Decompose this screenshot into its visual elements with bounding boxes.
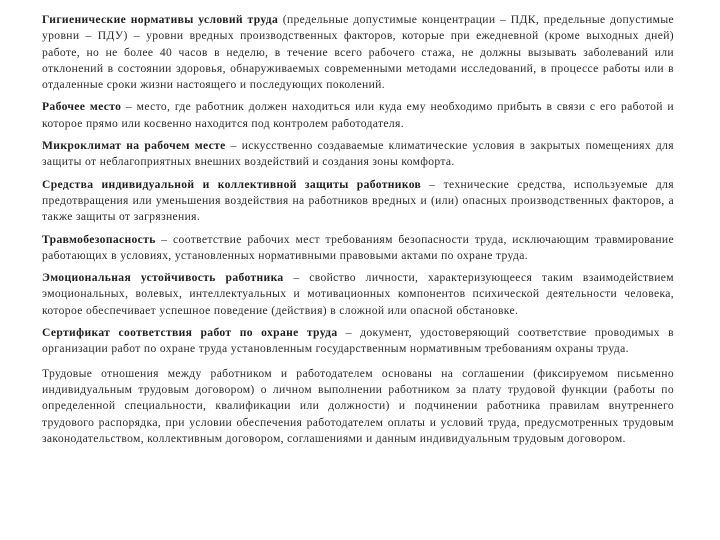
definition-paragraph [42, 325, 674, 358]
definition-text: – технические средства, используемые для предотвращения или уменьшения воздействия на работников вредных и (или) опасных производственных факторов, а также защиты от загрязнения. [42, 177, 674, 224]
document-page [42, 12, 674, 453]
definition-term: Рабочее место [42, 100, 122, 114]
definition-paragraph [42, 138, 674, 171]
definition-text: – документ, удостоверяющий соответствие проводимых в организации работ по охране труда установленным государственным нормативным требованиям охраны труда. [42, 326, 674, 356]
definition-paragraph [42, 177, 674, 226]
definition-text: – место, где работник должен находиться или куда ему необходимо прибыть в связи с его работой и которое прямо или косвенно находится под контролем работодателя. [42, 100, 674, 130]
definition-text: (предельные допустимые концентрации – ПДК, предельные допустимые уровни – ПДУ) – уровни вредных производственных факторов, которые при ежедневной (кроме выходных дней) работе, но не более 40 часов в неделю, в течение всего рабочего стажа, не должны вызывать заболеваний или отклонений в состоянии здоровья, обнаруживаемых современными методами исследований, в процессе работы или в отдаленные сроки жизни настоящего и последующих поколений. [42, 13, 674, 92]
definition-paragraph [42, 270, 674, 319]
definition-paragraph [42, 99, 674, 132]
definition-text: – соответствие рабочих мест требованиям безопасности труда, исключающим травмирование работающих в условиях, установленных нормативными правовыми актами по охране труда. [42, 232, 674, 262]
definition-term: Гигиенические нормативы условий труда [42, 13, 279, 26]
definition-text: – искусственно создаваемые климатические условия в закрытых помещениях для защиты от неблагоприятных внешних воздействий и создания зоны комфорта. [42, 139, 674, 169]
definition-term: Средства индивидуальной и коллективной защиты работников [42, 177, 422, 191]
definition-text: – свойство личности, характеризующееся таким взаимодействием эмоциональных, волевых, интеллектуальных и мотивационных компонентов психической деятельности человека, которое обеспечивает успешное поведение (действия) в сложной или опасной обстановке. [42, 271, 674, 317]
closing-paragraph: Трудовые отношения между работником и работодателем основаны на соглашении (фиксируемом письменно индивидуальным трудовым договором) о личном выполнении работником за плату трудовой функции (работы по определенной специальности, квалификации или должности) и подчинении работника правилам внутреннего трудового распорядка, при условии обеспечения работодателем оплаты и условий труда, предусмотренных трудовым законодательством, коллективным договором, соглашениями и данным индивидуальным трудовым договором. [42, 366, 674, 445]
definition-paragraph [42, 232, 674, 265]
definition-term: Микроклимат на рабочем месте [42, 139, 226, 153]
definition-term: Сертификат соответствия работ по охране труда [42, 326, 338, 340]
definition-term: Эмоциональная устойчивость работника [42, 271, 284, 285]
definition-paragraph [42, 12, 674, 93]
definition-term: Травмобезопасность [42, 232, 156, 246]
